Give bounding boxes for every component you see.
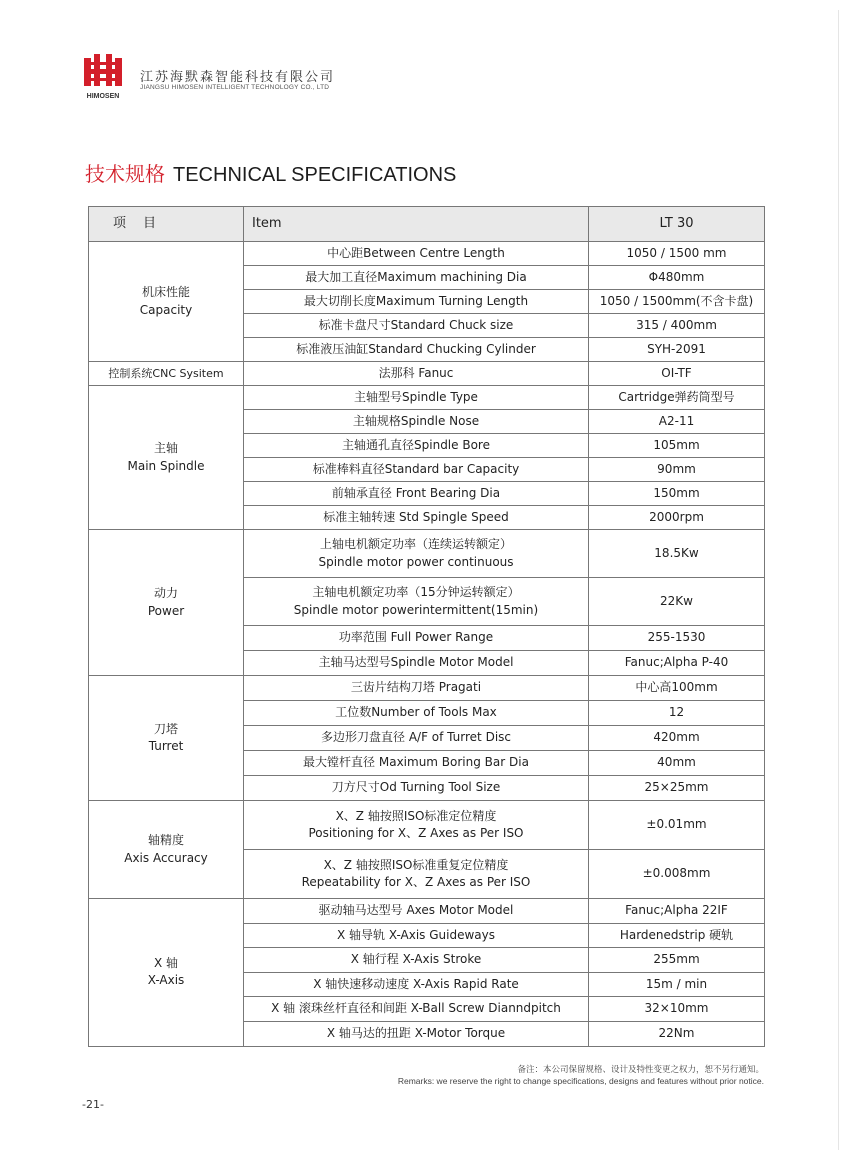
spec-value: 2000rpm [589,506,765,530]
spec-item: X 轴 滚珠丝杆直径和间距 X-Ball Screw Dianndpitch [244,997,589,1022]
remarks-cn: 备注：本公司保留规格、设计及特性变更之权力，恕不另行通知。 [517,1065,764,1075]
spec-item: X 轴马达的扭距 X-Motor Torque [244,1021,589,1046]
spec-item: X 轴行程 X-Axis Stroke [244,948,589,973]
spec-item: 上轴电机额定功率（连续运转额定） Spindle motor power continuous [244,530,589,578]
spec-item: 主轴型号Spindle Type [244,386,589,410]
spec-item: 标准主轴转速 Std Spingle Speed [244,506,589,530]
spec-value: 1050 / 1500mm(不含卡盘) [589,290,765,314]
spec-value: 40mm [589,751,765,776]
spec-item: X、Z 轴按照ISO标准重复定位精度 Repeatability for X、Z Axes as Per ISO [244,850,589,899]
spec-item: 最大切削长度Maximum Turning Length [244,290,589,314]
header-item: Item [244,207,589,242]
category-capacity: 机床性能 Capacity [89,242,244,362]
category-cnc-system: 控制系统CNC Sysitem [89,362,244,386]
category-x-axis: X 轴 X-Axis [89,899,244,1047]
spec-item: 最大镗杆直径 Maximum Boring Bar Dia [244,751,589,776]
spec-value: OI-TF [589,362,765,386]
spec-item: 主轴电机额定功率（15分钟运转额定） Spindle motor powerintermittent(15min) [244,578,589,626]
remarks-en: Remarks: we reserve the right to change specifications, designs and features without prior notice. [397,1076,764,1086]
spec-item: X、Z 轴按照ISO标准定位精度 Positioning for X、Z Axes as Per ISO [244,801,589,850]
spec-value: 18.5Kw [589,530,765,578]
table-row [89,899,765,924]
table-row [89,530,765,578]
category-power: 动力 Power [89,530,244,676]
spec-value: 315 / 400mm [589,314,765,338]
table-row [89,801,765,850]
spec-item: 中心距Between Centre Length [244,242,589,266]
company-name-en: JIANGSU HIMOSEN INTELLIGENT TECHNOLOGY CO., LTD [140,84,330,91]
table-row [89,676,765,701]
spec-value: SYH-2091 [589,338,765,362]
category-axis-accuracy: 轴精度 Axis Accuracy [89,801,244,899]
spec-item: 标准液压油缸Standard Chucking Cylinder [244,338,589,362]
spec-item: 法那科 Fanuc [244,362,589,386]
spec-item: 主轴通孔直径Spindle Bore [244,434,589,458]
page-edge-line [838,10,839,1150]
spec-item: 前轴承直径 Front Bearing Dia [244,482,589,506]
spec-item: 多边形刀盘直径 A/F of Turret Disc [244,726,589,751]
category-turret: 刀塔 Turret [89,676,244,801]
table-header-row [89,207,765,242]
spec-item: 最大加工直径Maximum machining Dia [244,266,589,290]
spec-table [88,206,765,1047]
spec-value: Φ480mm [589,266,765,290]
spec-value: 12 [589,701,765,726]
spec-item: 功率范围 Full Power Range [244,626,589,651]
spec-value: 90mm [589,458,765,482]
himosen-logo-icon [82,52,124,102]
spec-value: 22Nm [589,1021,765,1046]
spec-item: 主轴规格Spindle Nose [244,410,589,434]
spec-value: 1050 / 1500 mm [589,242,765,266]
spec-item: 刀方尺寸Od Turning Tool Size [244,776,589,801]
spec-item: X 轴快速移动速度 X-Axis Rapid Rate [244,972,589,997]
spec-value: 中心高100mm [589,676,765,701]
spec-value: ±0.01mm [589,801,765,850]
spec-value: 150mm [589,482,765,506]
spec-value: A2-11 [589,410,765,434]
spec-value: 32×10mm [589,997,765,1022]
spec-item: 主轴马达型号Spindle Motor Model [244,651,589,676]
category-main-spindle: 主轴 Main Spindle [89,386,244,530]
page-title-cn: 技术规格 [85,162,165,186]
spec-item: 三齿片结构刀塔 Pragati [244,676,589,701]
table-row [89,386,765,410]
spec-item: 标准棒料直径Standard bar Capacity [244,458,589,482]
page-title-en: TECHNICAL SPECIFICATIONS [173,164,457,186]
spec-value: 22Kw [589,578,765,626]
spec-item: 工位数Number of Tools Max [244,701,589,726]
spec-value: Fanuc;Alpha 22IF [589,899,765,924]
spec-item: X 轴导轨 X-Axis Guideways [244,923,589,948]
spec-value: Hardenedstrip 硬轨 [589,923,765,948]
spec-value: Fanuc;Alpha P-40 [589,651,765,676]
spec-value: 25×25mm [589,776,765,801]
spec-value: 255mm [589,948,765,973]
table-row [89,242,765,266]
spec-value: ±0.008mm [589,850,765,899]
spec-value: 420mm [589,726,765,751]
spec-value: 15m / min [589,972,765,997]
svg-text:HIMOSEN: HIMOSEN [86,93,120,100]
spec-item: 标准卡盘尺寸Standard Chuck size [244,314,589,338]
header-category: 项 目 [89,207,244,242]
spec-item: 驱动轴马达型号 Axes Motor Model [244,899,589,924]
spec-value: 105mm [589,434,765,458]
spec-value: 255-1530 [589,626,765,651]
header-model: LT 30 [589,207,765,242]
page-title [85,158,456,187]
company-name-cn: 江苏海默森智能科技有限公司 [140,70,336,85]
table-row [89,362,765,386]
spec-value: Cartridge弹药筒型号 [589,386,765,410]
page-number: -21- [82,1098,104,1111]
